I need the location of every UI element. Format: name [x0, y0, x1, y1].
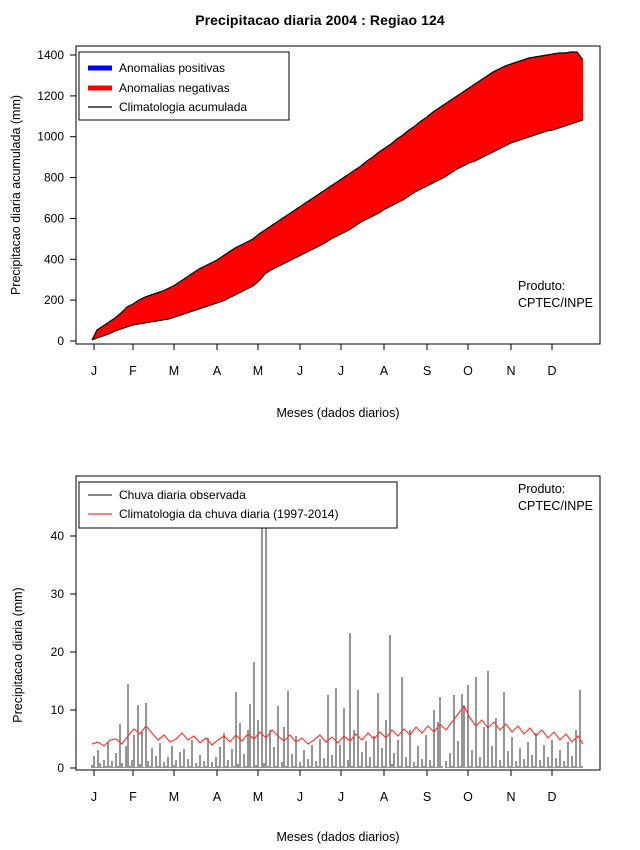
x-tick-top-oct: O — [463, 364, 473, 378]
y-tick-top-6: 1200 — [37, 88, 64, 103]
legend-bottom — [79, 482, 397, 528]
x-axis-top — [91, 344, 557, 378]
x-tick-top-apr: A — [212, 364, 222, 378]
x-tick-top-feb: F — [129, 364, 137, 378]
credit-line2-top: CPTEC/INPE — [518, 296, 594, 310]
y-tick-bottom-1: 10 — [50, 703, 64, 717]
y-tick-bottom-3: 30 — [50, 587, 64, 601]
y-tick-bottom-2: 20 — [50, 645, 64, 659]
x-tick-top-aug: A — [379, 364, 389, 378]
legend-label-observed: Chuva diaria observada — [119, 488, 246, 502]
y-tick-top-0: 0 — [57, 334, 64, 348]
x-tick-bottom-jul: J — [337, 790, 345, 804]
y-tick-top-4: 800 — [43, 170, 64, 185]
x-tick-bottom-feb: F — [129, 790, 137, 804]
y-axis-title-bottom: Precipitacao diaria (mm) — [11, 587, 25, 723]
x-tick-top-may: M — [252, 364, 264, 378]
legend-label-climatology: Climatologia acumulada — [119, 100, 248, 114]
daily-chart-svg — [0, 430, 640, 850]
legend-label-negative: Anomalias negativas — [119, 81, 230, 95]
y-tick-bottom-4: 40 — [50, 529, 64, 543]
page-title: Precipitacao diaria 2004 : Regiao 124 — [195, 12, 445, 28]
y-axis-title-top: Precipitacao diaria acumulada (mm) — [9, 94, 23, 296]
climatology-line-bottom — [92, 706, 583, 746]
x-tick-bottom-may: M — [252, 790, 264, 804]
y-tick-bottom-0: 0 — [57, 761, 64, 775]
credit-line2-bottom: CPTEC/INPE — [518, 499, 594, 513]
x-axis-title-top: Meses (dados diarios) — [276, 406, 400, 420]
x-tick-bottom-jan: J — [90, 790, 98, 804]
y-axis-bottom — [51, 529, 76, 775]
x-tick-bottom-apr: A — [212, 790, 222, 804]
x-tick-top-jan: J — [90, 364, 98, 378]
x-tick-top-dec: D — [547, 364, 557, 378]
x-tick-top-mar: M — [168, 364, 180, 378]
x-tick-bottom-jun: J — [296, 790, 304, 804]
x-tick-top-jul: J — [337, 364, 345, 378]
y-tick-top-5: 1000 — [37, 129, 64, 144]
y-tick-top-7: 1400 — [37, 48, 64, 62]
y-axis-top — [37, 48, 76, 348]
legend-top — [79, 52, 289, 120]
y-tick-top-1: 200 — [43, 293, 64, 308]
credit-line1-bottom: Produto: — [518, 482, 566, 496]
observed-bars-group — [92, 488, 582, 768]
x-tick-bottom-nov: N — [506, 790, 516, 804]
daily-precipitation-panel — [0, 430, 640, 850]
y-tick-top-2: 400 — [43, 252, 64, 267]
x-tick-top-nov: N — [506, 364, 516, 378]
x-tick-top-sep: S — [422, 364, 432, 378]
x-tick-bottom-aug: A — [379, 790, 389, 804]
legend-label-climatology-daily: Climatologia da chuva diaria (1997-2014) — [119, 507, 339, 521]
legend-label-positive: Anomalias positivas — [119, 61, 226, 75]
x-tick-bottom-dec: D — [547, 790, 557, 804]
x-tick-top-jun: J — [296, 364, 304, 378]
x-tick-bottom-mar: M — [168, 790, 180, 804]
credit-line1-top: Produto: — [518, 279, 566, 293]
x-tick-bottom-sep: S — [422, 790, 432, 804]
x-axis-bottom — [91, 770, 557, 804]
x-tick-bottom-oct: O — [463, 790, 473, 804]
x-axis-title-bottom: Meses (dados diarios) — [276, 830, 400, 844]
y-tick-top-3: 600 — [43, 211, 64, 226]
